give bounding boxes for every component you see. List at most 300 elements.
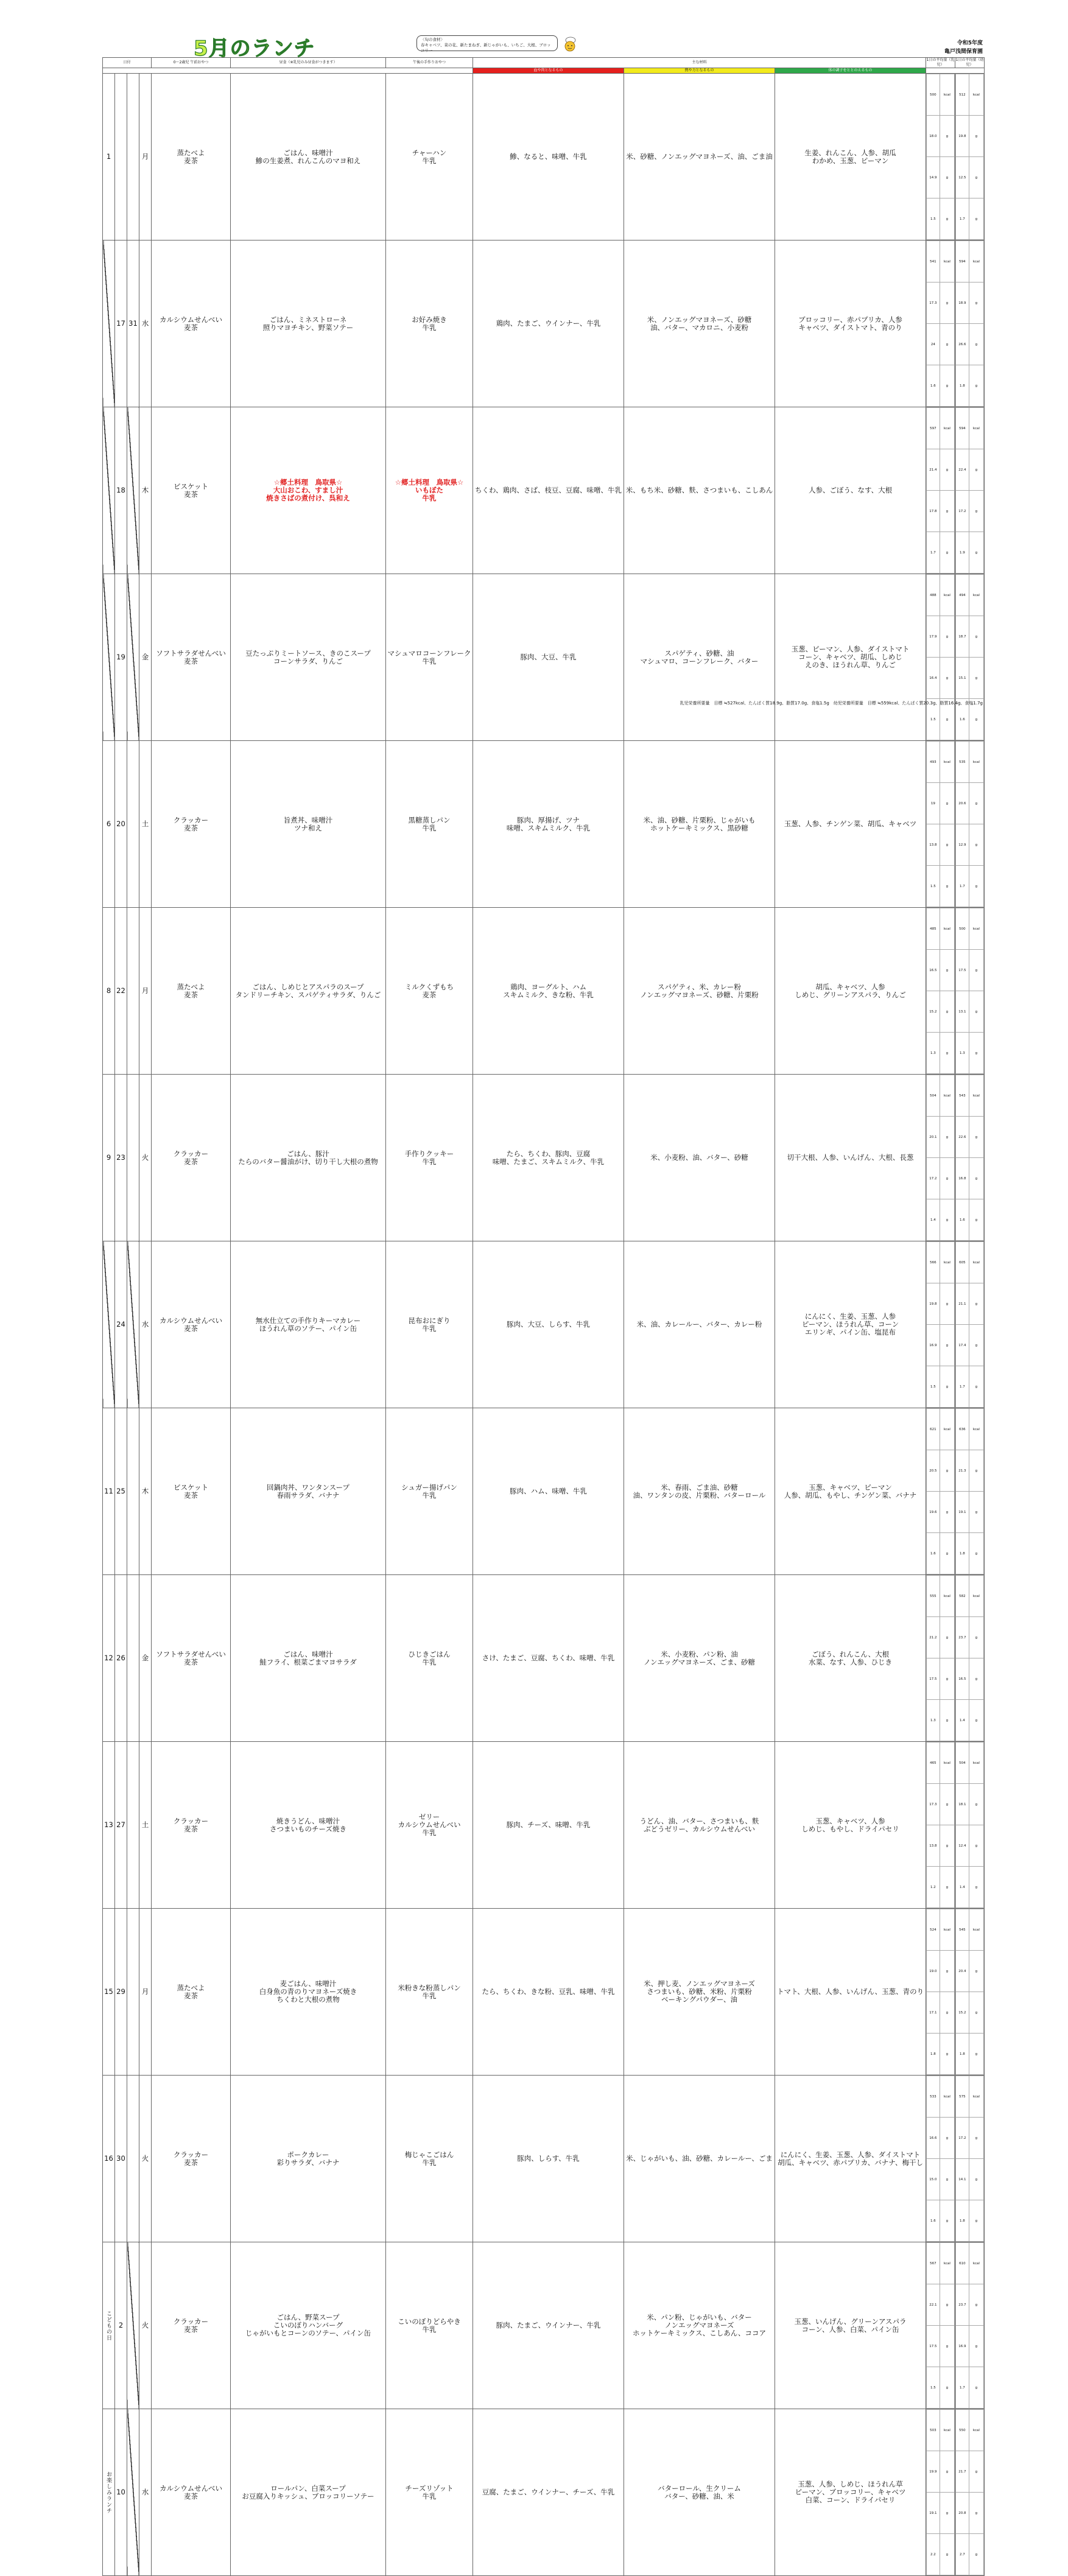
nutrition-value: 1.3 <box>927 1033 940 1074</box>
nutrition-unit: g <box>969 2284 983 2326</box>
nutrition-unit: kcal <box>940 575 954 616</box>
weekday-cell <box>139 1742 152 1909</box>
header-info <box>944 39 983 56</box>
nutrition-value: 1.5 <box>927 866 940 907</box>
nutrition-unit: g <box>940 157 954 198</box>
ingredients-red-cell <box>473 74 624 240</box>
day-cell-2-text: 18 <box>116 486 125 494</box>
nutrition-grid <box>926 574 955 740</box>
nutrition-grid <box>955 1241 984 1408</box>
day-event-label: こどもの日 <box>105 2310 111 2341</box>
nutrition-value: 13.1 <box>956 991 969 1033</box>
nutrition-grid <box>926 240 955 407</box>
ingredients-red-cell-text: 豆腐、たまご、ウインナー、チーズ、牛乳 <box>482 2488 615 2496</box>
fiscal-year: 令和5年度 <box>957 40 983 46</box>
weekday-cell-text: 土 <box>141 819 149 828</box>
nutrition-unit: g <box>940 449 954 491</box>
nutrition-unit: g <box>969 324 983 365</box>
nutrition-unit: g <box>969 1366 983 1408</box>
nutrition-unit: g <box>969 616 983 658</box>
ingredients-yellow-cell <box>624 2242 775 2409</box>
ingredients-green-cell-text: 切干大根、人参、いんげん、大根、長葱 <box>787 1153 914 1162</box>
col-nutrition-child: 1日の平均量（幼児） <box>955 58 984 67</box>
weekday-cell <box>139 74 152 240</box>
day-cell-2-text: 26 <box>116 1654 125 1662</box>
nutrition-grid <box>955 74 984 240</box>
nutrition-unit: g <box>940 1033 954 1074</box>
nutrition-grid <box>955 2242 984 2409</box>
nutrition-grid <box>926 1909 955 2075</box>
lunch-cell <box>231 2076 386 2242</box>
ingredients-yellow-cell <box>624 2076 775 2242</box>
nutrition-unit: g <box>969 1617 983 1658</box>
nutrition-value: 545 <box>956 1909 969 1951</box>
nutrition-unit: g <box>969 1992 983 2034</box>
nutrition-value: 19.8 <box>927 1283 940 1325</box>
nutrition-infant-cell <box>926 908 955 1075</box>
ingredients-green-cell <box>775 1742 926 1909</box>
snack-pm-cell <box>386 741 473 908</box>
nutrition-value: 17.5 <box>927 2326 940 2367</box>
nutrition-unit: kcal <box>940 1075 954 1117</box>
ingredients-green-cell-text: 玉葱、ピーマン、人参、ダイストマト コーン、キャベツ、胡瓜、しめじ えのき、ほうれん草、りんご <box>791 645 910 669</box>
table-row <box>103 74 985 240</box>
nutrition-value: 13.8 <box>927 824 940 866</box>
nutrition-unit: kcal <box>969 1075 983 1117</box>
snack-pm-cell <box>386 1575 473 1742</box>
snack-pm-cell <box>386 1408 473 1575</box>
snack-am-cell <box>152 2242 231 2409</box>
weekday-cell-text: 水 <box>141 1320 149 1328</box>
weekday-cell-text: 土 <box>141 1820 149 1829</box>
snack-pm-cell-text: ゼリー カルシウムせんべい 牛乳 <box>398 1813 461 1837</box>
nutrition-infant-cell <box>926 2242 955 2409</box>
nutrition-unit: g <box>969 1784 983 1825</box>
nutrition-unit: g <box>969 1867 983 1908</box>
ingredients-yellow-cell <box>624 741 775 908</box>
nutrition-unit: kcal <box>969 742 983 783</box>
snack-am-cell-text: ビスケット 麦茶 <box>174 1483 208 1500</box>
nutrition-value: 1.5 <box>927 1366 940 1408</box>
nutrition-child-cell <box>955 574 985 741</box>
seasonal-note-heading: 〈旬の食材〉 <box>421 37 444 42</box>
category-row <box>103 68 985 74</box>
snack-am-cell-text: 蒸たべよ 麦茶 <box>177 148 205 165</box>
nutrition-unit: g <box>969 157 983 198</box>
ingredients-red-cell <box>473 1075 624 1241</box>
ingredients-green-cell <box>775 1575 926 1742</box>
day-cell-3 <box>127 908 139 1075</box>
lunch-cell-text: 豆たっぷりミートソース、きのこスープ コーンサラダ、りんご <box>245 648 371 665</box>
nutrition-grid <box>926 741 955 907</box>
lunch-cell <box>231 2242 386 2409</box>
nutrition-unit: g <box>969 1492 983 1533</box>
nutrition-grid <box>926 2409 955 2575</box>
snack-pm-cell-text: 梅じゃこごはん 牛乳 <box>404 2150 454 2167</box>
nutrition-infant-cell <box>926 741 955 908</box>
nutrition-unit: g <box>969 1825 983 1867</box>
nutrition-value: 12.9 <box>956 824 969 866</box>
nutrition-unit: g <box>969 699 983 740</box>
nutrition-child-cell <box>955 2242 985 2409</box>
nutrition-value: 493 <box>927 742 940 783</box>
nutrition-value: 22.4 <box>956 449 969 491</box>
lunch-cell-text: ☆郷土料理 鳥取県☆ 大山おこわ、すまし汁 焼きさばの煮付け、呉和え <box>266 478 350 502</box>
lunch-cell-text: ごはん、しめじとアスパラのスープ タンドリーチキン、スパゲティサラダ、りんご <box>235 982 381 999</box>
snack-pm-cell-text: 昆布おにぎり 牛乳 <box>408 1316 451 1333</box>
weekday-cell-text: 火 <box>141 2321 149 2329</box>
chef-mascot-icon <box>561 37 578 52</box>
nutrition-value: 1.8 <box>956 2034 969 2075</box>
day-cell-2 <box>115 2076 127 2242</box>
nutrition-unit: g <box>940 950 954 991</box>
nutrition-grid <box>955 1075 984 1241</box>
nutrition-value: 636 <box>956 1409 969 1450</box>
ingredients-yellow-cell-text: 米、砂糖、ノンエッグマヨネーズ、油、ごま油 <box>626 152 773 161</box>
nutrition-unit: g <box>940 1366 954 1408</box>
day-cell-2-text: 24 <box>116 1320 125 1328</box>
lunch-cell <box>231 1909 386 2076</box>
ingredients-red-cell <box>473 407 624 574</box>
nutrition-infant-cell <box>926 74 955 240</box>
lunch-cell <box>231 2409 386 2576</box>
nutrition-value: 465 <box>927 1742 940 1784</box>
ingredients-green-cell-text: トマト、大根、人参、いんげん、玉葱、青のり <box>776 1987 924 1996</box>
nutrition-grid <box>926 908 955 1074</box>
category-nut-spacer <box>926 68 985 74</box>
nutrition-value: 494 <box>956 575 969 616</box>
day-cell-3 <box>127 407 139 574</box>
nutrition-unit: kcal <box>940 742 954 783</box>
nutrition-value: 19.0 <box>927 1951 940 1992</box>
col-day: 日付 <box>103 58 152 68</box>
nutrition-value: 541 <box>927 241 940 283</box>
day-cell-1 <box>103 1408 115 1575</box>
day-cell-1-text: 12 <box>104 1654 113 1662</box>
nutrition-value: 19.9 <box>927 2451 940 2493</box>
ingredients-red-cell <box>473 1742 624 1909</box>
snack-am-cell-text: クラッカー 麦茶 <box>173 1816 209 1833</box>
weekday-cell <box>139 908 152 1075</box>
nutrition-value: 594 <box>956 241 969 283</box>
nutrition-value: 1.8 <box>927 2034 940 2075</box>
ingredients-red-cell <box>473 1575 624 1742</box>
nutrition-unit: g <box>969 1199 983 1241</box>
day-cell-1 <box>103 1075 115 1241</box>
nutrition-value: 1.7 <box>956 2367 969 2409</box>
nutrition-value: 16.5 <box>927 950 940 991</box>
nutrition-value: 23.7 <box>956 2284 969 2326</box>
weekday-cell-text: 火 <box>141 1153 149 1162</box>
day-cell-3 <box>127 1241 139 1408</box>
nutrition-unit: g <box>969 1658 983 1700</box>
nutrition-unit: g <box>969 532 983 574</box>
table-row <box>103 1241 985 1408</box>
ingredients-red-cell-text: さけ、たまご、豆腐、ちくわ、味噌、牛乳 <box>482 1654 615 1662</box>
weekday-cell-text: 金 <box>141 1654 149 1662</box>
ingredients-yellow-cell <box>624 1909 775 2076</box>
nutrition-value: 1.8 <box>956 1533 969 1574</box>
nutrition-grid <box>926 74 955 240</box>
ingredients-red-cell-text: 豚肉、大豆、牛乳 <box>520 653 577 661</box>
nutrition-value: 16.6 <box>927 2118 940 2159</box>
nutrition-unit: g <box>940 991 954 1033</box>
nutrition-unit: g <box>940 1951 954 1992</box>
weekday-cell-text: 月 <box>141 152 149 161</box>
snack-am-cell-text: ソフトサラダせんべい 麦茶 <box>156 648 226 665</box>
nutrition-child-cell <box>955 240 985 407</box>
nutrition-value: 1.4 <box>956 1867 969 1908</box>
day-cell-1-text: 11 <box>104 1487 113 1495</box>
nutrition-value: 1.8 <box>956 365 969 407</box>
nutrition-child-cell <box>955 1241 985 1408</box>
nutrition-unit: kcal <box>969 2410 983 2451</box>
nutrition-unit: g <box>940 1867 954 1908</box>
nutrition-value: 535 <box>956 742 969 783</box>
ingredients-yellow-cell-text: 米、パン粉、じゃがいも、バター ノンエッグマヨネーズ ホットケーキミックス、こしあん、ココア <box>633 2313 766 2337</box>
nutrition-child-cell <box>955 1408 985 1575</box>
ingredients-yellow-cell-text: 米、油、砂糖、片栗粉、じゃがいも ホットケーキミックス、黒砂糖 <box>643 815 756 832</box>
nutrition-unit: g <box>969 283 983 324</box>
nutrition-value: 485 <box>927 908 940 950</box>
snack-am-cell <box>152 1575 231 1742</box>
nutrition-value: 19.1 <box>956 1492 969 1533</box>
nutrition-unit: g <box>969 783 983 824</box>
nutrition-child-cell <box>955 1575 985 1742</box>
nutrition-value: 1.7 <box>956 866 969 907</box>
nutrition-value: 18.0 <box>927 116 940 157</box>
nutrition-unit: g <box>940 2534 954 2575</box>
day-cell-2-text: 10 <box>116 2488 125 2496</box>
weekday-cell-text: 火 <box>141 2154 149 2163</box>
nutrition-unit: g <box>940 2200 954 2242</box>
nutrition-footer: 乳児栄養所要量 目標 ≒527kcal、たんぱく質18.9g、脂質17.0g、食塩1.5g 幼児栄養所要量 目標 ≒559kcal、たんぱく質20.3g、脂質16.4g、食塩1.7g <box>680 701 983 706</box>
ingredients-red-cell <box>473 574 624 741</box>
nutrition-unit: kcal <box>969 908 983 950</box>
ingredients-green-cell-text: 玉葱、キャベツ、人参 しめじ、もやし、ドライパセリ <box>801 1816 899 1833</box>
nutrition-unit: g <box>940 1658 954 1700</box>
lunch-cell-text: 旨煮丼、味噌汁 ツナ和え <box>283 815 333 832</box>
nutrition-unit: g <box>969 2451 983 2493</box>
col-nutrition-infant: 1日の平均量（乳児） <box>926 58 955 67</box>
col-snack-pm: 午後の手作りおやつ <box>386 58 473 68</box>
day-cell-2 <box>115 908 127 1075</box>
snack-pm-cell <box>386 2242 473 2409</box>
day-cell-1-text: 15 <box>104 1987 113 1996</box>
nutrition-unit: g <box>969 2034 983 2075</box>
snack-pm-cell <box>386 2076 473 2242</box>
nutrition-value: 16.4 <box>927 658 940 699</box>
day-cell-3 <box>127 741 139 908</box>
snack-pm-cell <box>386 2409 473 2576</box>
nutrition-value: 500 <box>927 74 940 116</box>
nutrition-unit: kcal <box>940 74 954 116</box>
nutrition-unit: kcal <box>940 2243 954 2284</box>
lunch-cell <box>231 240 386 407</box>
ingredients-red-cell <box>473 741 624 908</box>
nutrition-value: 19.8 <box>956 116 969 157</box>
nutrition-grid <box>926 2076 955 2242</box>
ingredients-green-cell-text: 玉葱、キャベツ、ピーマン 人参、胡瓜、もやし、チンゲン菜、バナナ <box>784 1483 917 1500</box>
ingredients-red-cell-text: 豚肉、たまご、ウインナー、牛乳 <box>496 2321 601 2329</box>
nutrition-value: 19 <box>927 783 940 824</box>
snack-pm-cell-text: お好み焼き 牛乳 <box>412 315 447 332</box>
nutrition-unit: g <box>940 1199 954 1241</box>
ingredients-green-cell <box>775 240 926 407</box>
snack-am-cell <box>152 574 231 741</box>
weekday-cell <box>139 1909 152 2076</box>
day-cell-2 <box>115 741 127 908</box>
ingredients-green-cell-text: にんにく、生姜、玉葱、人参 ピーマン、ほうれん草、コーン エリンギ、パイン缶、塩昆布 <box>801 1312 899 1336</box>
lunch-cell <box>231 1241 386 1408</box>
lunch-cell-text: ポークカレー 彩りサラダ、バナナ <box>276 2150 340 2167</box>
nutrition-value: 18.7 <box>956 616 969 658</box>
nutrition-infant-cell <box>926 2076 955 2242</box>
ingredients-yellow-cell <box>624 574 775 741</box>
ingredients-yellow-cell-text: 米、じゃがいも、油、砂糖、カレールー、ごま <box>626 2154 773 2163</box>
nutrition-unit: g <box>940 1992 954 2034</box>
nutrition-unit: kcal <box>969 408 983 449</box>
nutrition-child-cell <box>955 908 985 1075</box>
nutrition-value: 555 <box>927 1576 940 1617</box>
weekday-cell <box>139 407 152 574</box>
ingredients-yellow-cell-text: スパゲティ、米、カレー粉 ノンエッグマヨネーズ、砂糖、片栗粉 <box>640 982 759 999</box>
day-cell-3 <box>127 1742 139 1909</box>
nutrition-grid <box>955 1408 984 1574</box>
nutrition-value: 1.3 <box>927 1700 940 1741</box>
nutrition-unit: kcal <box>940 908 954 950</box>
nutrition-grid <box>955 2409 984 2575</box>
day-cell-2-text: 30 <box>116 2154 125 2163</box>
snack-pm-cell-text: 黒糖蒸しパン 牛乳 <box>408 815 451 832</box>
day-cell-2-text: 20 <box>116 819 125 828</box>
nutrition-unit: kcal <box>940 1242 954 1283</box>
snack-pm-cell-text: 米粉きな粉蒸しパン 牛乳 <box>398 1983 461 2000</box>
nutrition-unit: g <box>940 1784 954 1825</box>
ingredients-green-cell <box>775 2409 926 2576</box>
nutrition-value: 605 <box>956 1242 969 1283</box>
day-cell-1 <box>103 2409 115 2576</box>
day-cell-1 <box>103 2242 115 2409</box>
nutrition-value: 17.2 <box>927 1158 940 1199</box>
day-cell-3 <box>127 574 139 741</box>
snack-pm-cell-text: チーズリゾット 牛乳 <box>405 2483 454 2501</box>
lunch-cell <box>231 1575 386 1742</box>
nutrition-value: 14.1 <box>956 2159 969 2200</box>
nutrition-value: 533 <box>927 2076 940 2118</box>
ingredients-yellow-cell-text: 米、ノンエッグマヨネーズ、砂糖 油、バター、マカロニ、小麦粉 <box>647 315 752 332</box>
day-cell-2-text: 22 <box>116 986 125 995</box>
nutrition-child-cell <box>955 1909 985 2076</box>
nutrition-value: 20.6 <box>956 783 969 824</box>
ingredients-yellow-cell <box>624 1575 775 1742</box>
nutrition-unit: g <box>969 2493 983 2534</box>
weekday-cell-text: 月 <box>141 1987 149 1996</box>
nutrition-unit: g <box>940 532 954 574</box>
ingredients-green-cell <box>775 407 926 574</box>
nutrition-unit: g <box>969 2159 983 2200</box>
nutrition-value: 488 <box>927 575 940 616</box>
day-cell-3 <box>127 74 139 240</box>
day-cell-3 <box>127 240 139 407</box>
nutrition-value: 621 <box>927 1409 940 1450</box>
weekday-cell <box>139 240 152 407</box>
lunch-cell <box>231 908 386 1075</box>
ingredients-green-cell <box>775 908 926 1075</box>
table-row <box>103 240 985 407</box>
nutrition-value: 1.2 <box>927 1867 940 1908</box>
ingredients-yellow-cell <box>624 74 775 240</box>
nutrition-unit: g <box>940 658 954 699</box>
lunch-cell-text: 焼きうどん、味噌汁 さつまいものチーズ焼き <box>270 1816 346 1833</box>
nutrition-unit: g <box>940 2284 954 2326</box>
nutrition-value: 524 <box>927 1909 940 1951</box>
nutrition-infant-cell <box>926 1742 955 1909</box>
nutrition-value: 22.1 <box>927 2284 940 2326</box>
nutrition-child-cell <box>955 1075 985 1241</box>
lunch-cell-text: 無水仕立ての手作りキーマカレー ほうれん草のソテー、パイン缶 <box>255 1316 361 1333</box>
nutrition-unit: g <box>940 2118 954 2159</box>
nutrition-child-cell <box>955 74 985 240</box>
category-green: 体の調子をととのえるもの <box>775 68 926 74</box>
day-cell-3 <box>127 2242 139 2409</box>
ingredients-yellow-cell-text: スパゲティ、砂糖、油 マシュマロ、コーンフレーク、バター <box>640 648 759 665</box>
nutrition-unit: kcal <box>940 1909 954 1951</box>
weekday-cell <box>139 741 152 908</box>
snack-am-cell <box>152 1408 231 1575</box>
ingredients-yellow-cell-text: 米、もち米、砂糖、麩、さつまいも、こしあん <box>625 486 773 494</box>
nutrition-value: 19.1 <box>927 2493 940 2534</box>
nutrition-value: 21.2 <box>927 1617 940 1658</box>
day-cell-1 <box>103 407 115 574</box>
nutrition-value: 567 <box>927 2243 940 2284</box>
snack-pm-cell-text: こいのぼりどらやき 牛乳 <box>398 2317 461 2334</box>
day-cell-3 <box>127 1075 139 1241</box>
weekday-cell-text: 水 <box>141 319 149 328</box>
day-cell-3 <box>127 1575 139 1742</box>
day-cell-1-text: 6 <box>106 819 111 828</box>
ingredients-red-cell-text: 豚肉、しらす、牛乳 <box>517 2154 580 2163</box>
nutrition-grid <box>955 1575 984 1741</box>
day-cell-2 <box>115 1742 127 1909</box>
ingredients-red-cell-text: 鶏肉、ヨーグルト、ハム スキムミルク、きな粉、牛乳 <box>503 982 594 999</box>
snack-pm-cell-text: ひじきごはん 牛乳 <box>408 1649 451 1666</box>
ingredients-red-cell-text: 豚肉、ハム、味噌、牛乳 <box>510 1487 587 1495</box>
nutrition-grid <box>955 2076 984 2242</box>
snack-pm-cell <box>386 1909 473 2076</box>
day-cell-2 <box>115 1575 127 1742</box>
snack-am-cell-text: 蒸たべよ 麦茶 <box>177 1983 205 2000</box>
ingredients-yellow-cell-text: 米、春雨、ごま油、砂糖 油、ワンタンの皮、片栗粉、バターロール <box>633 1483 766 1500</box>
nutrition-infant-cell <box>926 407 955 574</box>
nutrition-unit: g <box>940 1492 954 1533</box>
lunch-cell-text: ごはん、味噌汁 鯵の生姜煮、れんこんのマヨ和え <box>255 148 361 165</box>
ingredients-yellow-cell-text: バターロール、生クリーム バター、砂糖、油、米 <box>658 2483 741 2501</box>
nutrition-infant-cell <box>926 240 955 407</box>
nutrition-unit: g <box>969 824 983 866</box>
nutrition-grid <box>926 1075 955 1241</box>
ingredients-yellow-cell-text: 米、押し麦、ノンエッグマヨネーズ さつまいも、砂糖、米粉、片栗粉 ベーキングパウダー、油 <box>644 1979 755 2004</box>
nutrition-unit: kcal <box>969 1742 983 1784</box>
ingredients-red-cell-text: 豚肉、大豆、しらす、牛乳 <box>506 1320 591 1328</box>
nutrition-value: 597 <box>927 408 940 449</box>
table-row <box>103 2409 985 2576</box>
table-row <box>103 2242 985 2409</box>
nutrition-value: 1.4 <box>927 1199 940 1241</box>
category-yellow: 熱や力となるもの <box>624 68 775 74</box>
ingredients-yellow-cell <box>624 2409 775 2576</box>
nutrition-value: 17.5 <box>927 1658 940 1700</box>
